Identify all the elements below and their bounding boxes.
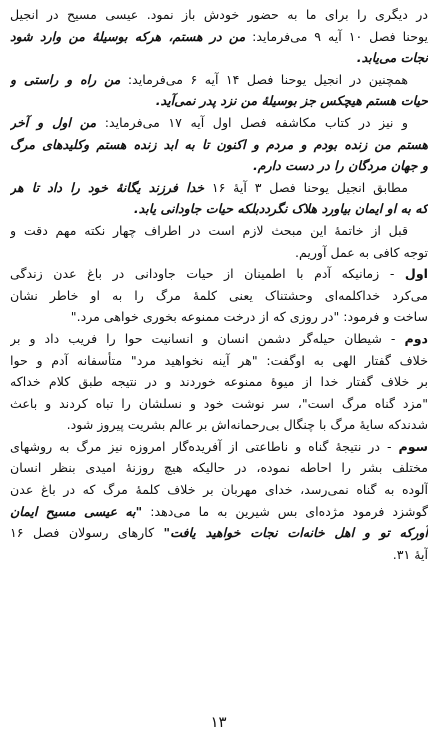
text-line (10, 414, 428, 436)
scripture-reference: کارهای رسولان فصل ۱۶ (10, 525, 164, 541)
text-line (10, 371, 428, 393)
section-label: دوم (404, 330, 428, 346)
text-line (10, 69, 428, 91)
text-line (10, 522, 428, 544)
text-line (10, 306, 428, 328)
text-line (10, 242, 428, 264)
scripture-quote: من اول و آخر (10, 114, 97, 130)
text-line (10, 112, 428, 134)
page-body (10, 4, 428, 565)
section-label: سوم (398, 438, 428, 454)
text-line (10, 198, 428, 220)
body-text: ساخت و فرمود: "در روزی که از درخت ممنوعه بخوری خواهی مرد." (70, 309, 428, 325)
text-line (10, 479, 428, 501)
body-text: قبل از خاتمهٔ این مبحث لازم است در اطراف چهار نکته مهم دقت و (10, 222, 408, 238)
body-text: مختلف بشر را احاطه نموده، در حالیکه هیچ روزنهٔ امیدی بنظر انسان (10, 460, 428, 476)
text-line (10, 134, 428, 156)
scripture-quote: "به عیسی مسیح ایمان (10, 503, 143, 519)
text-line (10, 328, 428, 350)
scripture-quote: هستم من زنده بودم و مردم و اکنون تا به ابد زنده هستم وکلیدهای مرگ (10, 136, 428, 152)
text-line (10, 457, 428, 479)
text-line (10, 26, 428, 48)
body-text: آیهٔ ۳۱. (392, 546, 428, 562)
paragraph (10, 69, 428, 112)
scripture-quote: نجات می‌یابد. (356, 50, 428, 66)
text-line (10, 393, 428, 415)
scripture-quote: من در هستم، هرکه بوسیلهٔ من وارد شود (10, 28, 246, 44)
scripture-quote: من راه و راستی و (10, 71, 121, 87)
body-text: یوحنا فصل ۱۰ آیه ۹ می‌فرماید: (245, 28, 428, 44)
text-line (10, 350, 428, 372)
text-line (10, 177, 428, 199)
text-line (10, 285, 428, 307)
section-label: اول (404, 266, 428, 282)
scripture-quote: آورکه تو و اهل خانه‌ات نجات خواهید یافت" (163, 525, 428, 541)
body-text: "مزد گناه مرگ است"، سر نوشت خود و نسلشان را تباه کردند و باعث (10, 395, 428, 411)
body-text: در دیگری را برای ما به حضور خودش باز نمود. عیسی مسیح در انجیل (10, 7, 428, 22)
paragraph (10, 263, 428, 565)
body-text: - شیطان حیله‌گر دشمن انسان و انسانیت حوا را فریب داد و بر (10, 330, 405, 346)
body-text: می‌کرد خداکلمه‌ای وحشتناک یعنی کلمهٔ مرگ را به او خاطر نشان (10, 287, 428, 303)
scripture-quote: حیات هستم هیچکس جز بوسیلهٔ من نزد پدر نمی‌آید. (155, 93, 428, 109)
paragraph (10, 4, 428, 69)
body-text: گوشزد فرمود مژده‌ای بس شیرین به ما می‌دهد: (142, 503, 428, 519)
body-text: مطابق انجیل یوحنا فصل ۳ آیهٔ ۱۶ (204, 179, 408, 195)
text-line (10, 220, 428, 242)
scripture-quote: و جهان مردگان را در دست دارم. (252, 158, 428, 174)
body-text: و نیز در کتاب مکاشفه فصل اول آیه ۱۷ می‌فرماید: (96, 114, 409, 130)
body-text: بر خلاف گفتار خدا از میوهٔ ممنوعه خوردند و در نتیجه طبق کلام خداکه (10, 374, 428, 390)
body-text: - زمانیکه آدم با اطمینان از حیات جاودانی در باغ عدن زندگی (10, 266, 405, 282)
body-text: آلوده به گناه نمی‌رسد، خدای مهربان بر خلاف کلمهٔ مرگ که در باغ عدن (10, 482, 428, 498)
paragraph (10, 177, 428, 220)
body-text: خلاف گفتار الهی به اوگفت: "هر آینه نخواهید مرد" متأسفانه آدم و حوا (10, 352, 428, 368)
paragraph (10, 220, 428, 263)
text-line (10, 155, 428, 177)
text-line (10, 47, 428, 69)
body-text: همچنین در انجیل یوحنا فصل ۱۴ آیه ۶ می‌فرماید: (120, 71, 408, 87)
text-line (10, 501, 428, 523)
scripture-quote: که به او ایمان بیاورد هلاک نگرددبلکه حیات جاودانی یابد. (133, 201, 428, 217)
paragraph (10, 112, 428, 177)
text-line (10, 544, 428, 566)
text-line (10, 90, 428, 112)
body-text: شدندکه سایهٔ مرگ با چنگال بی‌رحمانه‌اش بر عالم بشریت پیروز شود. (66, 417, 428, 433)
text-line (10, 263, 428, 285)
body-text: - در نتیجهٔ گناه و ناطاعتی از آفریده‌گار امروزه نیز مرگ به روشهای (10, 438, 399, 454)
text-line (10, 4, 428, 26)
body-text: توجه کافی به عمل آوریم. (294, 244, 428, 260)
scripture-quote: خدا فرزند یگانهٔ خود را داد تا هر (10, 179, 205, 195)
page-number: ۱۳ (210, 713, 227, 731)
text-line (10, 436, 428, 458)
